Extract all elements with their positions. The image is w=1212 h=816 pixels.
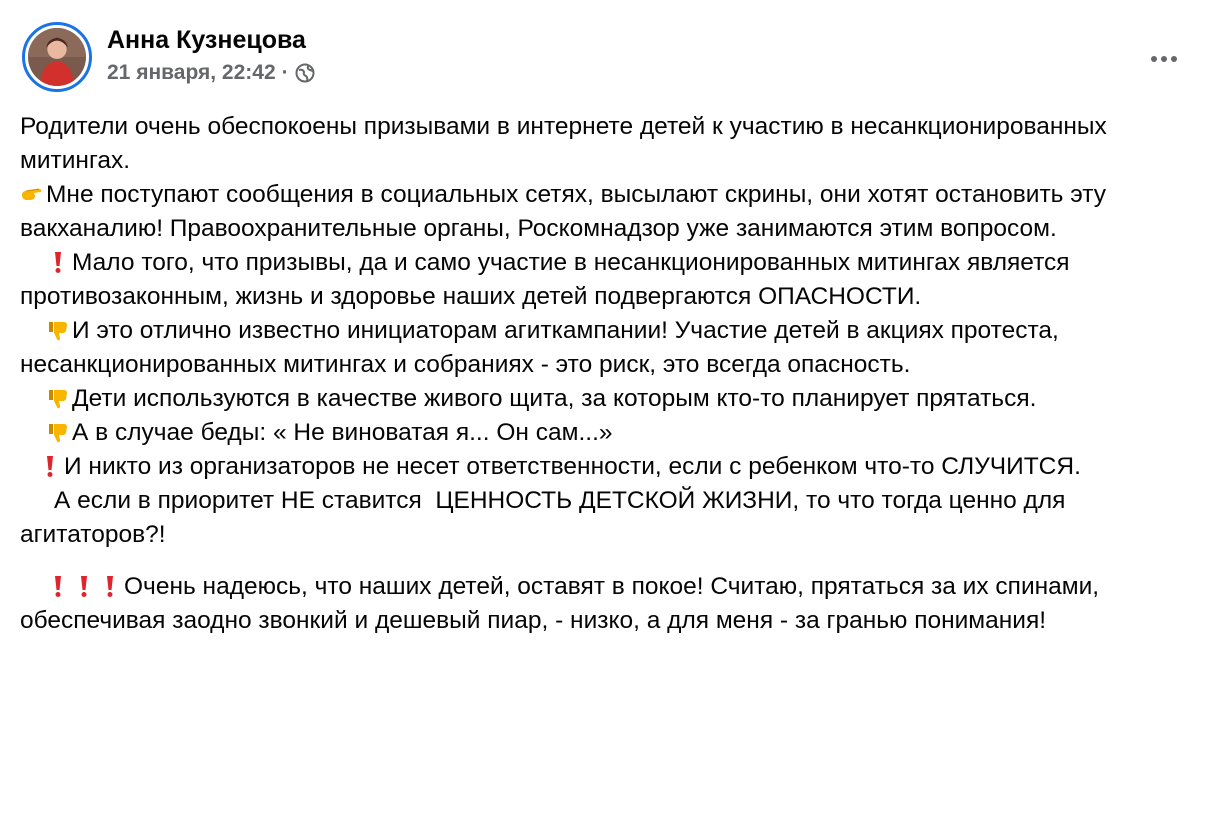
backhand-index-pointing-right-icon [20, 182, 44, 206]
author-name[interactable]: Анна Кузнецова [107, 26, 306, 54]
thumbs-down-icon [46, 386, 70, 410]
paragraph [20, 484, 1195, 552]
avatar-image [28, 28, 86, 86]
paragraph-text: А если в приоритет НЕ ставится ЦЕННОСТЬ ДЕТСКОЙ ЖИЗНИ, то что тогда ценно для агитаторов?! [20, 487, 1073, 548]
red-exclamation-icon [38, 454, 62, 478]
more-options-button[interactable] [1144, 44, 1184, 74]
paragraph: Родители очень обеспокоены призывами в интернете детей к участию в несанкционированных митингах. [20, 113, 1114, 174]
post-text [20, 110, 1195, 638]
paragraph-text: И это отлично известно инициаторам агиткампании! Участие детей в акциях протеста, несанкционированных митингах и собраниях - это риск, это всегда опасность. [20, 317, 1066, 378]
thumbs-down-icon [46, 420, 70, 444]
more-dot [1171, 56, 1177, 62]
more-dot [1161, 56, 1167, 62]
paragraph [20, 178, 1195, 246]
red-exclamation-icon [46, 250, 70, 274]
paragraph [20, 246, 1195, 314]
paragraph-text: И никто из организаторов не несет ответственности, если с ребенком что-то СЛУЧИТСЯ. [64, 453, 1081, 480]
paragraph-text: Дети используются в качестве живого щита, за которым кто-то планирует прятаться. [72, 385, 1037, 412]
red-exclamation-icon [46, 574, 70, 598]
paragraph [20, 314, 1195, 382]
paragraph-text: Мне поступают сообщения в социальных сетях, высылают скрины, они хотят остановить эту вакханалию! Правоохранительные органы, Роскомнадзор уже занимаются этим вопросом. [20, 181, 1113, 242]
more-horizontal-icon [1151, 56, 1157, 62]
paragraph [20, 570, 1195, 638]
thumbs-down-icon [46, 318, 70, 342]
paragraph-text: Мало того, что призывы, да и само участие в несанкционированных митингах является противозаконным, жизнь и здоровье наших детей подвергаются ОПАСНОСТИ. [20, 249, 1077, 310]
globe-icon[interactable] [295, 63, 315, 83]
paragraph [20, 450, 1195, 484]
red-exclamation-icon [98, 574, 122, 598]
paragraph-text: А в случае беды: « Не виноватая я... Он сам...» [72, 419, 613, 446]
paragraph [20, 382, 1195, 416]
paragraph [20, 416, 1195, 450]
paragraph-text: Очень надеюсь, что наших детей, оставят в покое! Считаю, прятаться за их спинами, обеспечивая заодно звонкий и дешевый пиар, - низко, а для меня - за гранью понимания! [20, 573, 1106, 634]
post-meta [107, 61, 315, 85]
red-exclamation-icon [72, 574, 96, 598]
meta-separator: · [281, 61, 289, 84]
post-header [22, 22, 1192, 92]
avatar[interactable] [22, 22, 92, 92]
post-timestamp[interactable]: 21 января, 22:42 [107, 61, 276, 84]
